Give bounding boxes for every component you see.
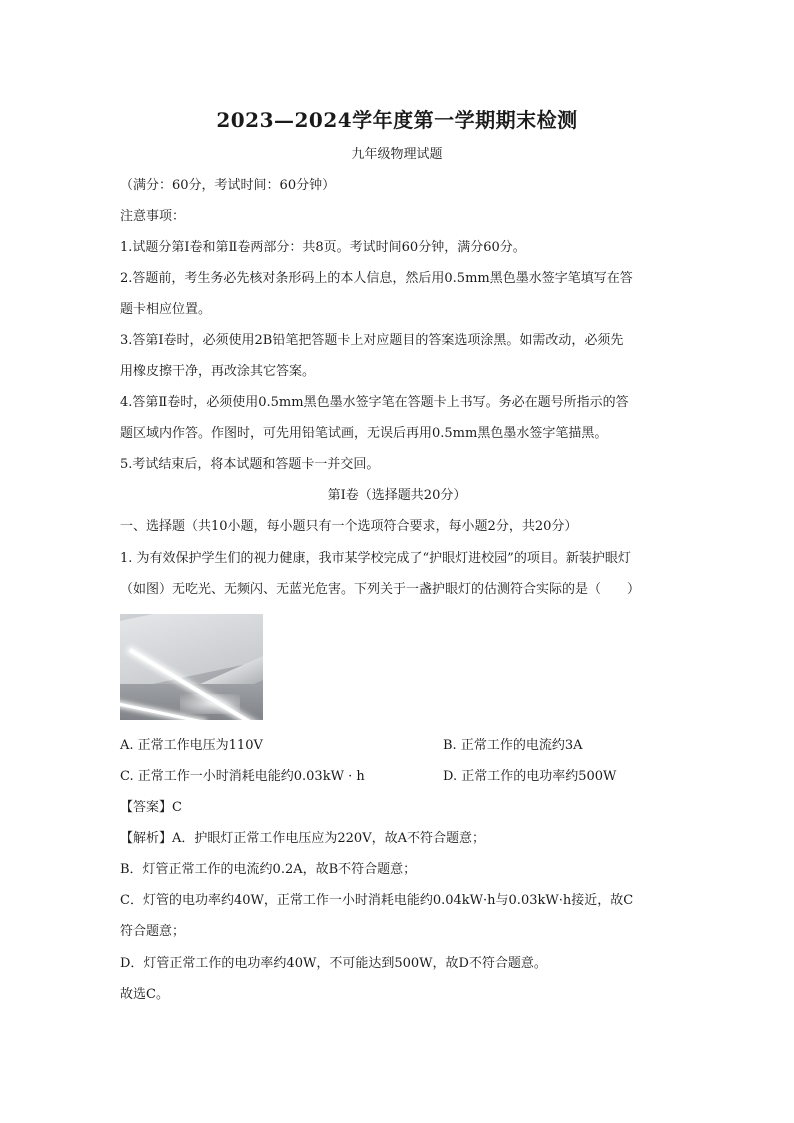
- question-stem: 1. 为有效保护学生们的视力健康，我市某学校完成了“护眼灯进校园”的项目。新装护眼灯: [120, 551, 631, 566]
- analysis-line: C．灯管的电功率约40W，正常工作一小时消耗电能约0.04kW·h与0.03kW·h接近，故C: [120, 893, 634, 908]
- analysis-line: 故选C。: [120, 987, 169, 1002]
- answer-line: 【答案】C: [120, 800, 182, 815]
- part-heading: 一、选择题（共10小题，每小题只有一个选项符合要求，每小题2分，共20分）: [120, 519, 578, 534]
- option-d: D. 正常工作的电功率约500W: [443, 769, 617, 784]
- question-stem: （如图）无吃光、无频闪、无蓝光危害。下列关于一盏护眼灯的估测符合实际的是（ ）: [120, 582, 641, 597]
- note-line: 4.答第Ⅱ卷时，必须使用0.5mm黑色墨水签字笔在答题卡上书写。务必在题号所指示的答: [120, 395, 629, 410]
- section-title: 第Ⅰ卷（选择题共20分）: [327, 488, 467, 503]
- analysis-line: 符合题意；: [120, 924, 186, 939]
- note-line: 5.考试结束后，将本试题和答题卡一并交回。: [120, 457, 380, 472]
- option-a: A. 正常工作电压为110V: [120, 738, 263, 753]
- page-subtitle: 九年级物理试题: [351, 147, 443, 162]
- page-title: 2023—2024学年度第一学期期末检测: [216, 108, 578, 132]
- note-line: 1.试题分第Ⅰ卷和第Ⅱ卷两部分：共8页。考试时间60分钟，满分60分。: [120, 240, 526, 255]
- note-line: 题区域内作答。作图时，可先用铅笔试画，无误后再用0.5mm黑色墨水签字笔描黑。: [120, 426, 608, 441]
- note-line: 题卡相应位置。: [120, 302, 212, 317]
- option-c: C. 正常工作一小时消耗电能约0.03kW · h: [120, 769, 365, 784]
- analysis-line: 【解析】A．护眼灯正常工作电压应为220V，故A不符合题意；: [120, 831, 485, 846]
- notes-heading: 注意事项：: [120, 209, 186, 224]
- note-line: 2.答题前，考生务必先核对条形码上的本人信息，然后用0.5mm黑色墨水签字笔填写在答: [120, 271, 633, 286]
- note-line: 3.答第Ⅰ卷时，必须使用2B铅笔把答题卡上对应题目的答案选项涂黑。如需改动，必须先: [120, 333, 624, 348]
- analysis-line: B．灯管正常工作的电流约0.2A，故B不符合题意；: [120, 862, 417, 877]
- option-b: B. 正常工作的电流约3A: [443, 738, 583, 753]
- note-line: 用橡皮擦干净，再改涂其它答案。: [120, 364, 316, 379]
- exam-info: （满分：60分，考试时间：60分钟）: [120, 178, 336, 193]
- analysis-line: D．灯管正常工作的电功率约40W，不可能达到500W，故D不符合题意。: [120, 956, 547, 971]
- eye-protection-lamp-photo: [120, 614, 263, 720]
